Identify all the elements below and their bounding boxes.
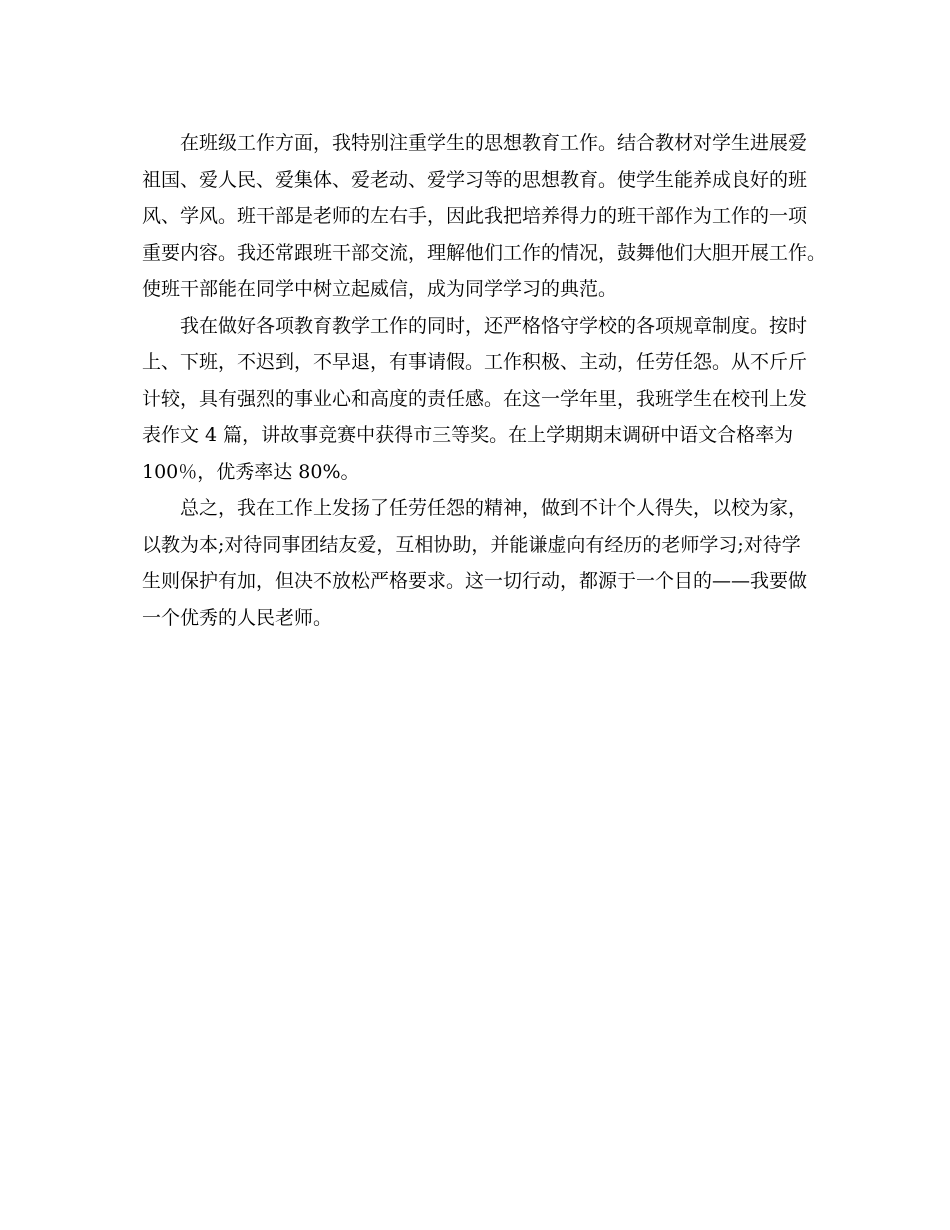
- text-line: 总之，我在工作上发扬了任劳任怨的精神，做到不计个人得失，以校为家，: [180, 497, 808, 519]
- text-line: 祖国、爱人民、爱集体、爱老动、爱学习等的思想教育。使学生能养成良好的班: [142, 168, 808, 191]
- paragraph-class-work: [142, 125, 827, 308]
- document-body: [142, 125, 827, 636]
- paragraph-conclusion: [142, 490, 812, 636]
- text-line: 生则保护有加，但决不放松严格要求。这一切行动，都源于一个目的——我要做: [142, 570, 808, 592]
- paragraph-discipline: [142, 308, 812, 491]
- text-line: 100％，优秀率达 80%。: [142, 460, 360, 483]
- text-line: 重要内容。我还常跟班干部交流，理解他们工作的情况，鼓舞他们大胆开展工作。: [142, 241, 827, 264]
- text-line: 我在做好各项教育教学工作的同时，还严格恪守学校的各项规章制度。按时: [180, 314, 808, 337]
- text-line: 在班级工作方面，我特别注重学生的思想教育工作。结合教材对学生进展爱: [180, 132, 808, 154]
- text-line: 以教为本;对待同事团结友爱，互相协助，并能谦虚向有经历的老师学习;对待学: [142, 533, 801, 556]
- text-line: 一个优秀的人民老师。: [142, 606, 333, 629]
- text-line: 风、学风。班干部是老师的左右手，因此我把培养得力的班干部作为工作的一项: [142, 205, 808, 227]
- text-line: 表作文 4 篇，讲故事竞赛中获得市三等奖。在上学期期末调研中语文合格率为: [142, 424, 794, 446]
- text-line: 使班干部能在同学中树立起威信，成为同学学习的典范。: [142, 278, 618, 300]
- text-line: 上、下班，不迟到，不早退，有事请假。工作积极、主动，任劳任怨。从不斤斤: [142, 351, 808, 373]
- text-line: 计较，具有强烈的事业心和高度的责任感。在这一学年里，我班学生在校刊上发: [142, 387, 808, 410]
